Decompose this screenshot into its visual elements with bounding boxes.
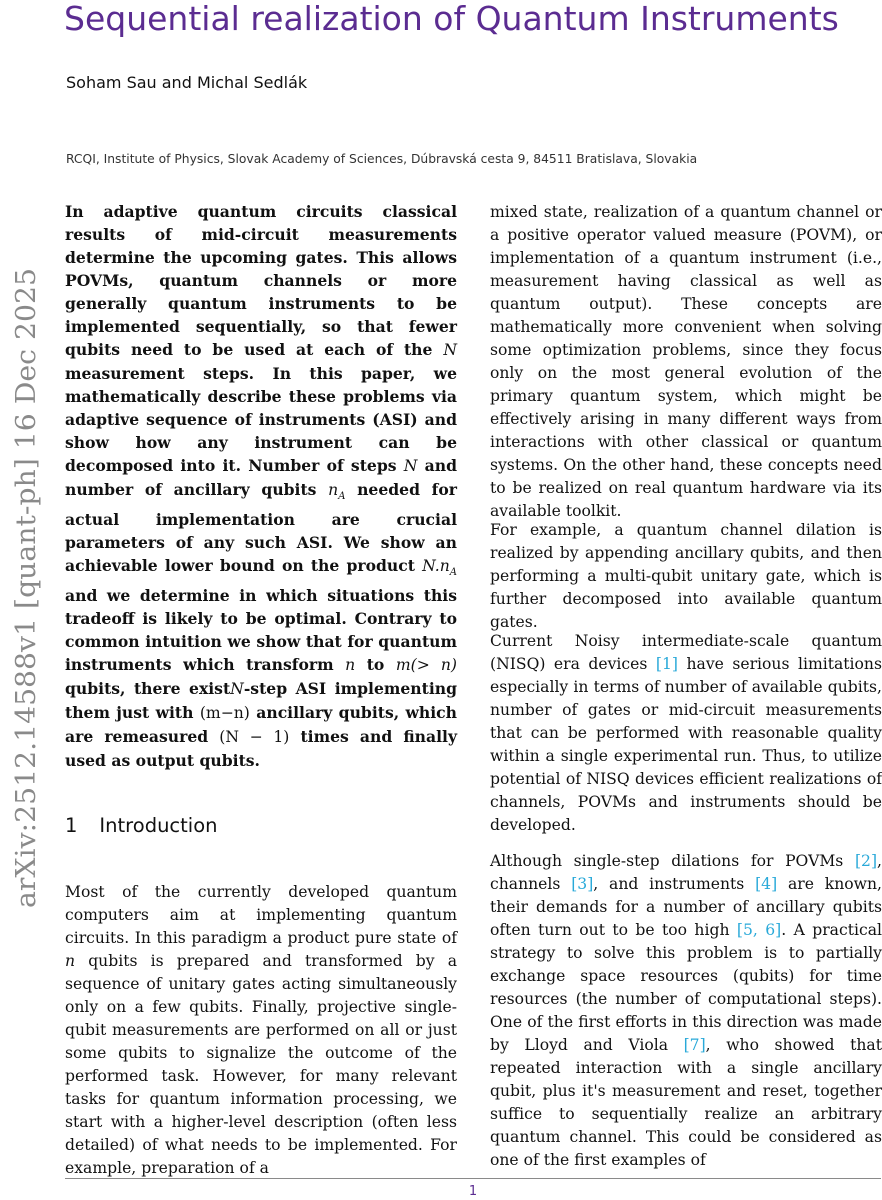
paragraph-text: are known, their demands for a number of ancillary qubits often turn out to be too high xyxy=(490,875,882,939)
math-symbol xyxy=(422,557,457,579)
abstract-sentence: This allows POVMs, quantum channels or more generally quantum instruments to be implemented sequentially, so that fewer qubits need to be used at each of the xyxy=(65,248,457,359)
math-symbol: n xyxy=(345,656,356,675)
math-symbol: N xyxy=(403,457,418,475)
citation-link[interactable]: [3] xyxy=(571,875,594,893)
abstract xyxy=(65,200,457,772)
arxiv-id: arXiv:2512.14588v1 [quant-ph] 16 Dec 2025 xyxy=(11,297,42,908)
authors: Soham Sau and Michal Sedlák xyxy=(66,73,308,92)
citation-link[interactable]: [4] xyxy=(755,875,778,893)
math-symbol xyxy=(328,481,346,503)
page-number: 1 xyxy=(468,1184,478,1199)
paragraph-text: Although single-step dilations for POVMs xyxy=(490,852,844,870)
math-symbol: (m−n) xyxy=(199,704,250,723)
affiliation: RCQI, Institute of Physics, Slovak Academy of Sciences, Dúbravská cesta 9, 84511 Bratislava, Slovakia xyxy=(66,152,698,166)
math-symbol: N xyxy=(443,341,457,359)
math-subscript: A xyxy=(338,491,346,503)
paragraph-text: , and instruments xyxy=(593,875,745,893)
abstract-sentence: -step ASI implementing them just with xyxy=(65,679,457,723)
abstract-sentence: In adaptive quantum circuits classical results of mid-circuit measurements determine the upcoming gates. xyxy=(65,202,457,267)
intro-paragraph-2 xyxy=(490,519,882,634)
intro-paragraph-4 xyxy=(490,850,882,1172)
paragraph-text: , channels xyxy=(490,852,882,893)
citation-link[interactable]: [2] xyxy=(854,852,878,870)
math-symbol: N xyxy=(230,680,244,699)
section-heading xyxy=(65,814,218,837)
paragraph-text: For example, a quantum channel dilation is realized by appending ancillary qubits, and then performing a multi-qubit unitary gate, which is further decomposed into available quantum gates. xyxy=(490,521,882,631)
citation-link[interactable]: [7] xyxy=(683,1036,706,1054)
paragraph-text: mixed state, realization of a quantum channel or a positive operator valued measure (POVM), or implementation of a quantum instrument (i.e., measurement having classical as well as quantum output). These concepts are mathematically more convenient when solving some optimization problems, since they focus only on the most general evolution of the primary quantum system, which might be effectively arising in many different ways from interactions with other classical or quantum systems. On the other hand, these concepts need to be realized on real quantum hardware via its available toolkit. xyxy=(490,203,882,520)
abstract-sentence: Contrary to common intuition we show that for quantum instruments which transform xyxy=(65,609,458,675)
abstract-sentence: to xyxy=(366,655,385,675)
abstract-sentence: and number of ancillary qubits xyxy=(65,456,457,499)
math-symbol: m(> n) xyxy=(395,656,457,675)
math-symbol: (N − 1) xyxy=(219,728,290,747)
abstract-sentence: needed for actual implementation are crucial parameters of any such ASI. xyxy=(65,480,457,553)
paragraph-text: Most of the currently developed quantum computers aim at implementing quantum circuits. In this paradigm a product pure state of xyxy=(65,883,457,947)
section-number: 1 xyxy=(65,814,78,837)
footer-rule xyxy=(65,1178,881,1179)
abstract-sentence: times and finally used as output qubits. xyxy=(65,727,458,771)
citation-link[interactable]: [5, 6] xyxy=(736,921,782,939)
math-subscript: A xyxy=(449,567,457,579)
abstract-sentence: Number of steps xyxy=(248,456,397,475)
paragraph-text: Current Noisy intermediate-scale quantum (NISQ) era devices xyxy=(490,632,882,673)
abstract-sentence: qubits, there exist xyxy=(65,679,231,699)
paragraph-text: , who showed that repeated interaction with a single ancillary qubit, plus it's measurement and reset, together suffice to sequentially realize an arbitrary quantum channel. This could be considered as one of the first examples of xyxy=(490,1036,882,1169)
math-symbol: n xyxy=(65,952,76,970)
section-title: Introduction xyxy=(99,814,218,837)
intro-paragraph-1-cont xyxy=(490,201,882,523)
math-base: n xyxy=(328,481,339,499)
arxiv-stamp xyxy=(4,265,44,910)
abstract-sentence: and we determine in which situations this tradeoff is likely to be optimal. xyxy=(65,586,457,629)
math-base: N.n xyxy=(422,557,450,576)
paper-title: Sequential realization of Quantum Instruments xyxy=(64,0,839,38)
abstract-sentence: We show an achievable lower bound on the product xyxy=(65,533,458,576)
paragraph-text: . A practical strategy to solve this problem is to partially exchange space resources (qubits) for time resources (the number of computational steps). One of the first efforts in this direction was made by Lloyd and Viola xyxy=(490,921,882,1054)
citation-link[interactable]: [1] xyxy=(655,655,678,673)
intro-paragraph-1-start xyxy=(65,881,457,1180)
paragraph-text: qubits is prepared and transformed by a sequence of unitary gates acting simultaneously only on a few qubits. Finally, projective single-qubit measurements are performed on all or just some qubits to signalize the outcome of the performed task. However, for many relevant tasks for quantum information processing, we start with a higher-level description (often less detailed) of what needs to be implemented. For example, preparation of a xyxy=(65,952,458,1177)
paragraph-text: have serious limitations especially in terms of number of available qubits, number of gates or mid-circuit measurements that can be performed with reasonable quality within a single experimental run. Thus, to utilize potential of NISQ devices efficient realizations of channels, POVMs and instruments should be developed. xyxy=(490,655,882,834)
abstract-sentence: measurement steps. xyxy=(65,364,255,383)
intro-paragraph-3 xyxy=(490,630,882,837)
abstract-sentence: In this paper, we mathematically describe these problems via adaptive sequence of instruments (ASI) and show how any instrument can be decomposed into it. xyxy=(65,364,457,475)
abstract-sentence: ancillary qubits, which are remeasured xyxy=(65,703,457,747)
